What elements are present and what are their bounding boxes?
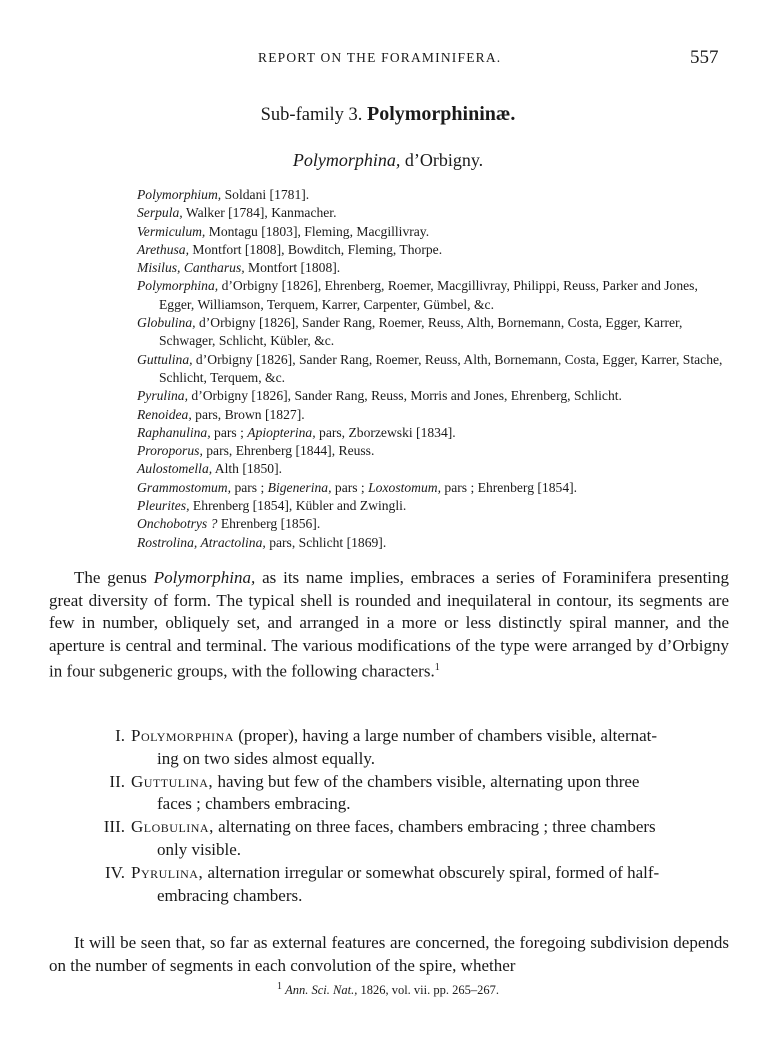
footnote bbox=[0, 981, 776, 998]
synonym-entry bbox=[137, 241, 731, 259]
synonym-citation: Montfort [1808], Bowditch, Fleming, Thorpe. bbox=[192, 241, 443, 257]
group-description bbox=[131, 771, 729, 817]
synonym-citation: pars ; bbox=[334, 479, 365, 495]
paragraph-text: The genus bbox=[74, 568, 147, 587]
synonym-citation: Ehrenberg [1856]. bbox=[220, 516, 321, 532]
synonym-citation: d’Orbigny [1826], Sander Rang, Roemer, Reuss, Alth, Bornemann, Costa, Egger, Karrer, Stache, Schlicht, Terquem, &c. bbox=[159, 351, 723, 385]
synonym-entry bbox=[137, 314, 731, 351]
synonym-entry bbox=[137, 406, 731, 424]
synonym-citation: Soldani [1781]. bbox=[224, 187, 310, 202]
synonym-entry bbox=[137, 204, 731, 222]
group-description bbox=[131, 816, 729, 862]
synonym-citation: Montfort [1808]. bbox=[248, 260, 341, 276]
group-text: embracing chambers. bbox=[157, 885, 303, 905]
footnote-reference[interactable]: 1 bbox=[434, 662, 440, 674]
synonym-entry bbox=[137, 424, 731, 442]
synonym-entry bbox=[137, 479, 731, 497]
footnote-text: 1826, vol. vii. pp. 265–267. bbox=[360, 983, 499, 998]
group-name: Polymorphina bbox=[131, 726, 234, 745]
synonym-citation: Ehrenberg [1854], Kübler and Zwingli. bbox=[192, 498, 407, 514]
page-number: 557 bbox=[690, 47, 719, 68]
group-text: ing on two sides almost equally. bbox=[157, 748, 375, 768]
group-text: having but few of the chambers visible, alternating upon three bbox=[217, 771, 640, 791]
group-name: Guttulina, bbox=[131, 771, 214, 791]
synonym-citation: pars, Schlicht [1869]. bbox=[269, 534, 387, 550]
synonym-citation: Alth [1850]. bbox=[214, 461, 283, 477]
synonym-entry bbox=[137, 534, 731, 552]
synonym-name: Rostrolina, Atractolina, bbox=[137, 534, 266, 550]
synonym-name: Guttulina, bbox=[137, 351, 193, 367]
group-numeral: I. bbox=[115, 726, 125, 745]
footnote-mark: 1 bbox=[276, 981, 282, 992]
synonym-citation: pars, Brown [1827]. bbox=[195, 406, 305, 422]
synonym-citation: pars ; Ehrenberg [1854]. bbox=[444, 479, 578, 495]
genus-name: Polymorphina, bbox=[292, 150, 401, 170]
synonym-name: Polymorphium, bbox=[137, 187, 222, 202]
synonymy-list bbox=[137, 186, 731, 552]
synonym-name: Apiopterina, bbox=[247, 424, 316, 440]
synonym-entry bbox=[137, 351, 731, 388]
synonym-name: Arethusa, bbox=[137, 241, 189, 257]
synonym-citation: d’Orbigny [1826], Sander Rang, Reuss, Morris and Jones, Ehrenberg, Schlicht. bbox=[191, 388, 622, 404]
paragraph-text: It will be seen that, so far as external features are concerned, the foregoing subdivision depends on the number of segments in each convolution of the spire, whether bbox=[49, 933, 729, 975]
subfamily-heading bbox=[0, 103, 776, 126]
genus-heading bbox=[0, 150, 776, 171]
synonym-entry bbox=[137, 223, 731, 241]
synonym-citation: pars ; bbox=[214, 424, 244, 440]
synonym-name: Grammostomum, bbox=[137, 479, 232, 495]
synonym-name: Serpula, bbox=[137, 205, 183, 221]
group-item bbox=[80, 816, 729, 862]
running-title: REPORT ON THE FORAMINIFERA. bbox=[258, 50, 502, 65]
synonym-name: Aulostomella, bbox=[137, 461, 213, 477]
synonym-name: Vermiculum, bbox=[137, 223, 206, 239]
group-text: alternation irregular or somewhat obscurely spiral, formed of half- bbox=[207, 862, 660, 882]
synonym-name: Pleurites, bbox=[137, 498, 190, 514]
synonym-entry bbox=[137, 259, 731, 277]
synonym-name: Renoidea, bbox=[137, 406, 192, 422]
body-paragraph bbox=[49, 567, 729, 684]
synonym-citation: pars, Zborzewski [1834]. bbox=[319, 424, 456, 440]
synonym-entry bbox=[137, 186, 731, 204]
running-header bbox=[0, 47, 776, 74]
footnote-journal: Ann. Sci. Nat., bbox=[285, 983, 358, 998]
body-paragraph bbox=[49, 932, 729, 977]
group-text: faces ; chambers embracing. bbox=[157, 794, 351, 814]
group-text: only visible. bbox=[157, 839, 242, 859]
group-name: Pyrulina, bbox=[131, 862, 204, 882]
subfamily-name: Polymorphininæ. bbox=[367, 103, 516, 125]
group-description bbox=[131, 862, 729, 908]
synonym-name: Raphanulina, bbox=[137, 424, 211, 440]
paragraph-text: as its name implies, embraces a series of Foraminifera presenting great diversity of form. The typical shell is rounded and inequilateral in contour, its segments are few in number, obliquely set, and arranged in a more or less distinctly spiral manner, and the aperture is central and terminal. The various modifications of the type were arranged by d’Orbigny in four subgeneric groups, with the following characters. bbox=[49, 568, 730, 682]
synonym-name: Proroporus, bbox=[137, 443, 203, 459]
group-name: Globulina, bbox=[131, 817, 214, 837]
group-item bbox=[80, 771, 729, 817]
synonym-name: Polymorphina, bbox=[137, 278, 219, 294]
synonym-citation: Montagu [1803], Fleming, Macgillivray. bbox=[208, 223, 430, 239]
synonym-name: Onchobotrys ? bbox=[137, 516, 218, 532]
synonym-name: Pyrulina, bbox=[137, 388, 188, 404]
synonym-entry bbox=[137, 442, 731, 460]
group-description bbox=[131, 725, 729, 771]
synonym-name: Bigenerina, bbox=[267, 479, 332, 495]
group-item bbox=[80, 862, 729, 908]
synonym-entry bbox=[137, 460, 731, 478]
synonym-entry bbox=[137, 497, 731, 515]
synonym-citation: pars ; bbox=[234, 479, 265, 495]
synonym-entry bbox=[137, 387, 731, 405]
subgeneric-groups-list bbox=[80, 725, 729, 907]
group-text: (proper), having a large number of chambers visible, alternat- bbox=[238, 726, 658, 745]
group-text: alternating on three faces, chambers embracing ; three chambers bbox=[218, 817, 656, 837]
synonym-citation: pars, Ehrenberg [1844], Reuss. bbox=[206, 443, 375, 459]
genus-author: d’Orbigny. bbox=[404, 150, 484, 170]
group-numeral: III. bbox=[103, 817, 125, 837]
synonym-citation: d’Orbigny [1826], Ehrenberg, Roemer, Macgillivray, Philippi, Reuss, Parker and Jones, Egger, Williamson, Terquem, Karrer, Carpenter, Gümbel, &c. bbox=[159, 278, 698, 312]
synonym-name: Globulina, bbox=[137, 315, 196, 331]
group-numeral: II. bbox=[109, 771, 125, 791]
subfamily-prefix: Sub-family 3. bbox=[260, 105, 363, 125]
synonym-name: Misilus, Cantharus, bbox=[137, 260, 245, 276]
synonym-citation: d’Orbigny [1826], Sander Rang, Roemer, Reuss, Alth, Bornemann, Costa, Egger, Karrer, Schwager, Schlicht, Kübler, &c. bbox=[159, 315, 683, 349]
group-numeral: IV. bbox=[105, 862, 125, 882]
synonym-entry bbox=[137, 277, 731, 314]
synonym-name: Loxostomum, bbox=[368, 479, 442, 495]
group-item bbox=[80, 725, 729, 771]
synonym-entry bbox=[137, 515, 731, 533]
genus-mention: Polymorphina, bbox=[153, 568, 256, 587]
synonym-citation: Walker [1784], Kanmacher. bbox=[185, 205, 337, 221]
